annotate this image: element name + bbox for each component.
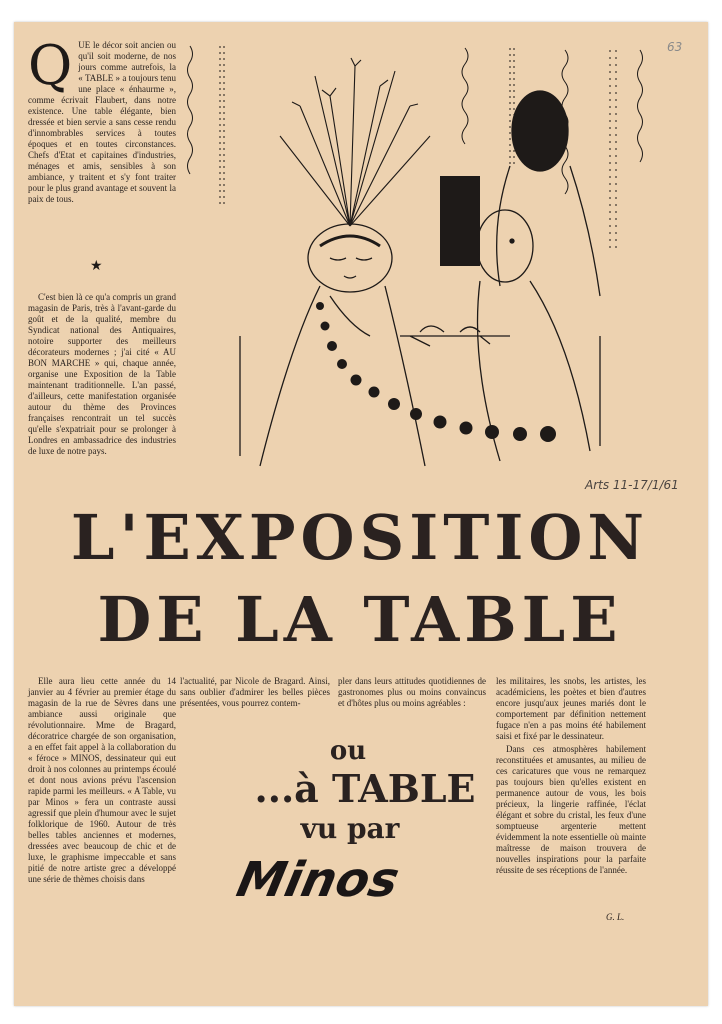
drop-cap: Q — [28, 34, 73, 97]
wallpaper-pattern — [188, 46, 643, 250]
body-column-4 — [496, 676, 646, 876]
page-number: 63 — [667, 40, 683, 54]
subheadline-ou: ou — [329, 736, 367, 766]
woman-figure — [260, 224, 425, 466]
headline-line-1: L'EXPOSITION — [70, 501, 650, 574]
bearded-man — [440, 91, 600, 296]
bald-waiter — [400, 210, 590, 461]
body-column-1: Elle aura lieu cette année du 14 janvier au 4 février au premier étage du magasin de la rue de Sèvres dans une ambiance aussi originale que révolutionnaire. Mme de Bragard, décoratrice chargée de son organisation, a en effet fait appel à la collaboration du « féroce » MINOS, dessinateur qui eut droit à nos colonnes au printemps écoulé et dont nous avions prévu l'ascension rapide parmi les meilleurs. « A Table, vu par Minos » fera un contraste aussi agressif que plein d'humour avec le sujet folklorique de 1960. Autour de très belles tables anciennes et modernes, dressées avec beaucoup de chic et de luxe, le graphisme impeccable et sans pitié de notre artiste grec a développé une série de thèmes choisis dans — [28, 676, 176, 884]
intro-text-1: UE le décor soit ancien ou qu'il soit moderne, de nos jours comme autrefois, la « TABLE » a toujours tenu une place « énhaurme », comme écrivait Flaubert, dans notre existence. Une table élégante, bien dressée et bien servie a sans cesse rendu d'innombrables services à toutes époques et en toutes circonstances. Chefs d'Etat et capitaines d'industries, ménages et amis, sensibles à son ambiance, y traitent et s'y font traiter pour le plus grand avantage et souvent la paix de tous. — [28, 40, 176, 204]
star-separator: ★ — [90, 258, 103, 274]
headline-line-2: DE LA TABLE — [97, 583, 623, 656]
illustration-drawing — [180, 36, 660, 476]
plant-foliage — [280, 58, 430, 226]
subheadline-a-table: ...à TABLE — [254, 766, 476, 811]
handwritten-note: Arts 11-17/1/61 — [585, 478, 679, 492]
minos-signature: Minos — [232, 852, 404, 908]
body-column-2-top: l'actualité, par Nicole de Bragard. Ainsi, sans oublier d'admirer les belles pièces présentées, vous pourrez contem- — [180, 676, 330, 708]
body-column-3-top: pler dans leurs attitudes quotidiennes de gastronomes plus ou moins convaincus et d'hôtes plus ou moins agréables : — [338, 676, 486, 708]
author-initials: G. L. — [606, 912, 625, 922]
subheadline-vu-par: vu par — [300, 812, 400, 845]
body-column-4-para-2: Dans ces atmosphères habilement reconstituées et amusantes, au milieu de ces caricatures que vous ne remarquez pas toujours bien qu'elles existent en permanence autour de vous, les bois précieux, la lingerie raffinée, l'éclat élégant et sobre du cristal, les feux d'une somptueuse argenterie mettent évidemment la note essentielle où mainte maîtresse de maison trouvera de nouvelles inspirations pour la parfaite réussite de ses réceptions de l'année. — [496, 744, 646, 875]
intro-paragraph-1 — [28, 34, 176, 205]
body-column-4-para-1: les militaires, les snobs, les artistes, les académiciens, les poètes et bien d'autres encore jusqu'aux jeunes mariés dont le comportement par définition nettement fugace n'en a pas moins été habilement saisi et fixé par le dessinateur. — [496, 676, 646, 741]
intro-paragraph-2: C'est bien là ce qu'a compris un grand magasin de Paris, très à l'avant-garde du goût et de la qualité, membre du Syndicat national des Antiquaires, notoire supporter des meilleurs décorateurs modernes ; j'ai cité « AU BON MARCHE » qui, chaque année, organise une Exposition de la Table maintenant traditionnelle. L'an passé, d'ailleurs, cette manifestation organisée autour du thème des Provinces françaises rencontrait un tel succès qu'elle s'expatriait pour se prolonger à Londres en ambassadrice des industries de luxe de notre pays. — [28, 292, 176, 456]
